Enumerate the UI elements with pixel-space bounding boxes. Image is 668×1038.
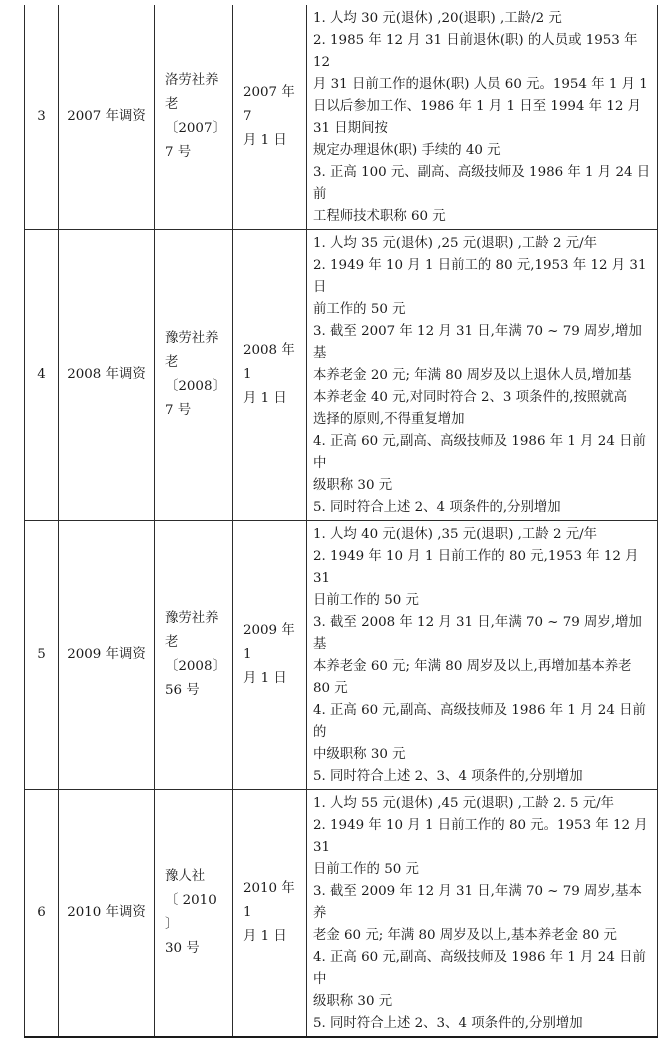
document-number (155, 230, 233, 521)
detail-line: 工程师技术职称 60 元 (313, 209, 446, 224)
effective-date (233, 5, 307, 230)
adjustment-name: 2009 年调资 (59, 521, 155, 790)
detail-line: 4. 正高 60 元,副高、高级技师及 1986 年 1 月 24 日前中 (313, 950, 646, 987)
effective-date-line: 月 1 日 (243, 671, 287, 686)
adjustment-details (307, 230, 658, 521)
document-number-line: 老〔2008〕 (165, 355, 226, 394)
document-number-line: 56 号 (165, 683, 200, 698)
document-number-line: 洛劳社养 (165, 73, 219, 88)
detail-line: 2. 1949 年 10 月 1 日前工作的 80 元,1953 年 12 月 31 (313, 549, 639, 586)
detail-line: 1. 人均 30 元(退休) ,20(退职) ,工龄/2 元 (313, 11, 562, 26)
detail-line: 本养老金 40 元,对同时符合 2、3 项条件的,按照就高 (313, 390, 628, 405)
effective-date-line: 月 1 日 (243, 391, 287, 406)
detail-line: 本养老金 20 元; 年满 80 周岁及以上退休人员,增加基 (313, 368, 632, 383)
effective-date-line: 2008 年 1 (243, 343, 295, 382)
adjustment-details (307, 521, 658, 790)
row-number: 3 (25, 5, 59, 230)
detail-line: 1. 人均 35 元(退休) ,25 元(退职) ,工龄 2 元/年 (313, 236, 598, 251)
pension-adjustment-table (24, 5, 658, 1038)
row-number: 4 (25, 230, 59, 521)
detail-line: 规定办理退休(职) 手续的 40 元 (313, 143, 501, 158)
effective-date-line: 2009 年 1 (243, 623, 295, 662)
adjustment-details (307, 5, 658, 230)
detail-line: 级职称 30 元 (313, 994, 393, 1009)
detail-line: 日以后参加工作、1986 年 1 月 1 日至 1994 年 12 月 31 日期间按 (313, 99, 642, 136)
detail-line: 2. 1949 年 10 月 1 日前工的 80 元,1953 年 12 月 31 日 (313, 258, 647, 295)
document-number (155, 790, 233, 1038)
detail-line: 中级职称 30 元 (313, 747, 406, 762)
document-number-line: 〔 2010 〕 (165, 893, 217, 932)
document-number-line: 豫劳社养 (165, 611, 219, 626)
adjustment-name: 2008 年调资 (59, 230, 155, 521)
detail-line: 日前工作的 50 元 (313, 593, 419, 608)
detail-line: 老金 60 元; 年满 80 周岁及以上,基本养老金 80 元 (313, 928, 617, 943)
detail-line: 3. 截至 2007 年 12 月 31 日,年满 70 ~ 79 周岁,增加基 (313, 324, 642, 361)
effective-date-line: 2007 年 7 (243, 85, 295, 124)
detail-line: 1. 人均 40 元(退休) ,35 元(退职) ,工龄 2 元/年 (313, 527, 598, 542)
adjustment-name: 2007 年调资 (59, 5, 155, 230)
document-number-line: 老〔2007〕 (165, 97, 226, 136)
detail-line: 3. 截至 2008 年 12 月 31 日,年满 70 ~ 79 周岁,增加基 (313, 615, 642, 652)
document-number-line: 30 号 (165, 941, 200, 956)
adjustment-name: 2010 年调资 (59, 790, 155, 1038)
document-number (155, 521, 233, 790)
detail-line: 5. 同时符合上述 2、3、4 项条件的,分别增加 (313, 769, 583, 784)
effective-date-line: 月 1 日 (243, 929, 287, 944)
detail-line: 1. 人均 55 元(退休) ,45 元(退职) ,工龄 2. 5 元/年 (313, 796, 615, 811)
detail-line: 4. 正高 60 元,副高、高级技师及 1986 年 1 月 24 日前中 (313, 434, 646, 471)
detail-line: 5. 同时符合上述 2、3、4 项条件的,分别增加 (313, 1016, 583, 1031)
document-number-line: 7 号 (165, 403, 192, 418)
document-number-line: 豫劳社养 (165, 331, 219, 346)
detail-line: 80 元 (313, 681, 348, 696)
row-number: 5 (25, 521, 59, 790)
effective-date (233, 521, 307, 790)
table-row (25, 790, 658, 1038)
detail-line: 日前工作的 50 元 (313, 862, 419, 877)
effective-date-line: 2010 年 1 (243, 881, 295, 920)
effective-date (233, 230, 307, 521)
detail-line: 5. 同时符合上述 2、4 项条件的,分别增加 (313, 500, 561, 515)
document-number-line: 老〔2008〕 (165, 635, 226, 674)
detail-line: 4. 正高 60 元,副高、高级技师及 1986 年 1 月 24 日前的 (313, 703, 646, 740)
detail-line: 3. 正高 100 元、副高、高级技师及 1986 年 1 月 24 日前 (313, 165, 651, 202)
detail-line: 3. 截至 2009 年 12 月 31 日,年满 70 ~ 79 周岁,基本养 (313, 884, 642, 921)
detail-line: 本养老金 60 元; 年满 80 周岁及以上,再增加基本养老 (313, 659, 632, 674)
detail-line: 前工作的 50 元 (313, 302, 406, 317)
document-number-line: 7 号 (165, 145, 192, 160)
table-row (25, 230, 658, 521)
effective-date-line: 月 1 日 (243, 133, 287, 148)
detail-line: 2. 1985 年 12 月 31 日前退休(职) 的人员或 1953 年 12 (313, 33, 638, 70)
table-row (25, 521, 658, 790)
detail-line: 级职称 30 元 (313, 478, 393, 493)
detail-line: 月 31 日前工作的退休(职) 人员 60 元。1954 年 1 月 1 (313, 77, 648, 92)
document-number (155, 5, 233, 230)
row-number: 6 (25, 790, 59, 1038)
effective-date (233, 790, 307, 1038)
document-number-line: 豫人社 (165, 869, 206, 884)
adjustment-details (307, 790, 658, 1038)
detail-line: 选择的原则,不得重复增加 (313, 412, 465, 427)
table-row (25, 5, 658, 230)
detail-line: 2. 1949 年 10 月 1 日前工作的 80 元。1953 年 12 月 31 (313, 818, 648, 855)
